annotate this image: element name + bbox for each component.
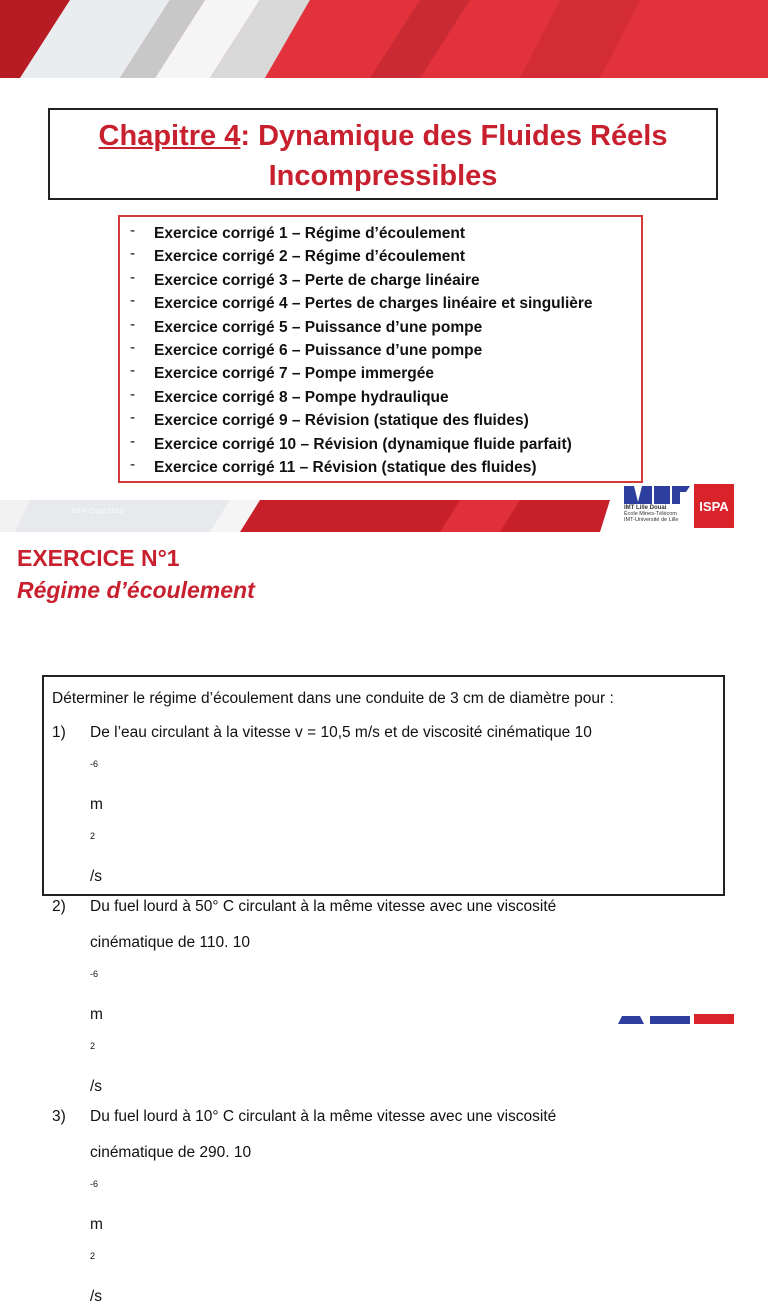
ispa-logo-text: ISPA xyxy=(699,498,729,514)
imt-logo-sub1: École Mines-Télécom xyxy=(624,511,677,517)
exercise-list-item: - Exercice corrigé 7 – Pompe immergée xyxy=(130,362,641,385)
imt-logo-name: IMT Lille Douai xyxy=(624,505,667,511)
question-3 xyxy=(52,1105,723,1315)
exercise-list-item: - Exercice corrigé 5 – Puissance d’une pompe xyxy=(130,316,641,339)
chapter-title-box xyxy=(48,108,718,200)
exercise-list-item: - Exercice corrigé 4 – Pertes de charges linéaire et singulière xyxy=(130,292,641,315)
unit-tail: /s xyxy=(90,868,103,885)
exercise-list-item: - Exercice corrigé 9 – Révision (statique des fluides) xyxy=(130,409,641,432)
exercise-list-item: - Exercice corrigé 10 – Révision (dynamique fluide parfait) xyxy=(130,433,641,456)
top-banner xyxy=(0,0,768,78)
question-number: 3) xyxy=(52,1108,66,1125)
question-1 xyxy=(52,721,723,895)
exercise-list xyxy=(130,222,641,479)
chapter-title-line2: Incompressibles xyxy=(268,160,498,192)
question-text xyxy=(90,1099,556,1315)
unit-tail: /s xyxy=(90,1078,103,1095)
problem-statement-box xyxy=(42,675,725,1305)
question-2-line1: Du fuel lourd à 50° C circulant à la même vitesse avec une viscosité xyxy=(90,898,557,915)
exercise-subtitle: Régime d’écoulement xyxy=(17,577,255,603)
unit-exponent: 2 xyxy=(90,830,96,841)
chapter-number: Chapitre 4 xyxy=(98,120,241,152)
question-text xyxy=(90,889,556,1105)
exercise-list-item: - Exercice corrigé 11 – Révision (statique des fluides) xyxy=(130,456,641,479)
question-number: 1) xyxy=(52,724,66,741)
exercise-list-item: - Exercice corrigé 1 – Régime d’écoulement xyxy=(130,222,641,245)
unit: m xyxy=(90,1006,103,1023)
unit: m xyxy=(90,1216,103,1233)
exercise-list-item: - Exercice corrigé 8 – Pompe hydraulique xyxy=(130,386,641,409)
chapter-title-line1 xyxy=(50,116,716,156)
imt-logo-sub2: IMT-Université de Lille xyxy=(624,517,679,523)
unit: m xyxy=(90,796,103,813)
problem-intro: Déterminer le régime d’écoulement dans une conduite de 3 cm de diamètre pour : xyxy=(52,690,614,707)
imt-logo-text xyxy=(624,505,690,523)
question-2 xyxy=(52,895,723,1105)
exponent: -6 xyxy=(90,968,99,979)
chapter-title-text: : Dynamique des Fluides Réels xyxy=(240,120,668,152)
exponent: -6 xyxy=(90,758,99,769)
footer-text: ISPA Crlap 2019 xyxy=(72,508,124,515)
question-3-line1: Du fuel lourd à 10° C circulant à la même vitesse avec une viscosité xyxy=(90,1108,557,1125)
next-slide-edge xyxy=(0,1012,768,1024)
exponent: -6 xyxy=(90,1178,99,1189)
ispa-logo xyxy=(694,484,734,528)
exercise-list-item: - Exercice corrigé 6 – Puissance d’une pompe xyxy=(130,339,641,362)
unit-tail: /s xyxy=(90,1288,103,1305)
question-1-text: De l’eau circulant à la vitesse v = 10,5 m/s et de viscosité cinématique 10 xyxy=(90,724,592,741)
question-3-line2: cinématique de 290. 10 xyxy=(90,1144,252,1161)
exercise-list-box xyxy=(118,215,643,483)
unit-exponent: 2 xyxy=(90,1040,96,1051)
question-text xyxy=(90,715,592,895)
question-number: 2) xyxy=(52,898,66,915)
unit-exponent: 2 xyxy=(90,1250,96,1261)
exercise-list-item: - Exercice corrigé 2 – Régime d’écoulement xyxy=(130,245,641,268)
exercise-title: EXERCICE N°1 xyxy=(17,545,180,571)
question-2-line2: cinématique de 110. 10 xyxy=(90,934,250,951)
exercise-list-item: - Exercice corrigé 3 – Perte de charge linéaire xyxy=(130,269,641,292)
